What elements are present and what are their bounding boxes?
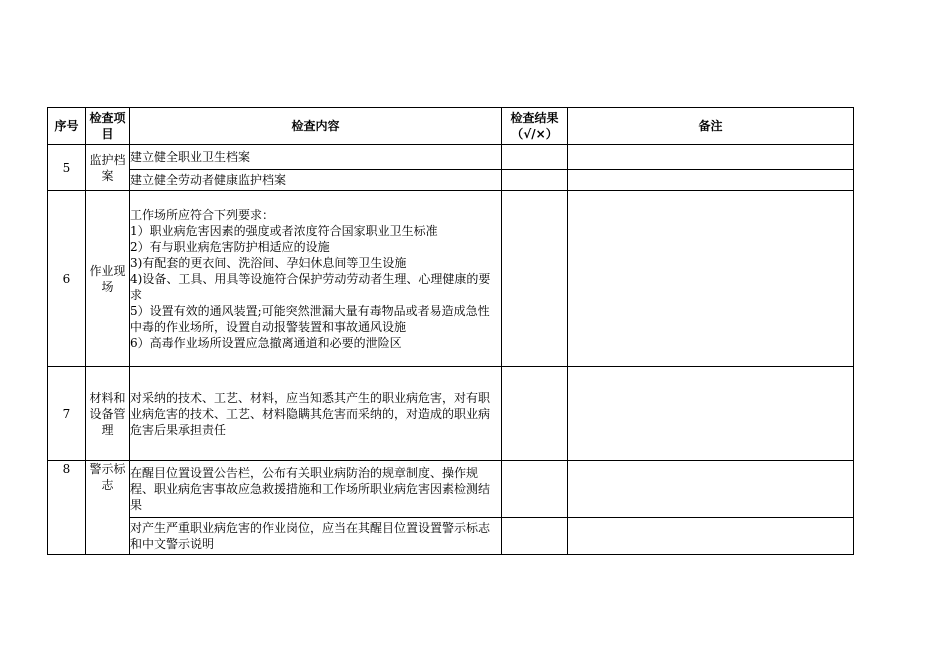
row-seq: 7 (48, 367, 86, 461)
row-item: 材料和设备管理 (86, 367, 130, 461)
header-content: 检查内容 (130, 108, 502, 145)
result-cell[interactable] (502, 367, 568, 461)
header-seq: 序号 (48, 108, 86, 145)
row-content: 对采纳的技术、工艺、材料，应当知悉其产生的职业病危害，对有职业病危害的技术、工艺、材料隐瞒其危害而采纳的，对造成的职业病危害后果承担责任 (130, 367, 502, 461)
row-seq: 8 (48, 461, 86, 555)
table-row (48, 145, 854, 170)
inspection-checklist-table (47, 107, 854, 555)
row-item: 作业现场 (86, 191, 130, 367)
remark-cell[interactable] (568, 191, 854, 367)
header-remark: 备注 (568, 108, 854, 145)
result-cell[interactable] (502, 145, 568, 170)
result-cell[interactable] (502, 191, 568, 367)
table-header-row (48, 108, 854, 145)
row-content: 工作场所应符合下列要求： 1）职业病危害因素的强度或者浓度符合国家职业卫生标准 2）有与职业病危害防护相适应的设施 3)有配套的更衣间、洗浴间、孕妇休息间等卫生设施 4)设备、工具、用具等设施符合保护劳动劳动者生理、心理健康的要求 5）设置有效的通风装置;可能突然泄漏大量有毒物品或者易造成急性中毒的作业场所，设置自动报警装置和事故通风设施 6）高毒作业场所设置应急撤离通道和必要的泄险区 (130, 191, 502, 367)
row-seq: 5 (48, 145, 86, 191)
header-item: 检查项目 (86, 108, 130, 145)
remark-cell[interactable] (568, 367, 854, 461)
table-row (48, 367, 854, 461)
remark-cell[interactable] (568, 170, 854, 191)
table-row (48, 461, 854, 518)
table-row (48, 518, 854, 555)
result-cell[interactable] (502, 461, 568, 518)
table-row (48, 191, 854, 367)
row-content: 在醒目位置设置公告栏，公布有关职业病防治的规章制度、操作规程、职业病危害事故应急救援措施和工作场所职业病危害因素检测结果 (130, 461, 502, 518)
row-seq: 6 (48, 191, 86, 367)
remark-cell[interactable] (568, 518, 854, 555)
table-row (48, 170, 854, 191)
header-result: 检查结果（√/×） (502, 108, 568, 145)
remark-cell[interactable] (568, 145, 854, 170)
row-item: 监护档案 (86, 145, 130, 191)
remark-cell[interactable] (568, 461, 854, 518)
row-item: 警示标志 (86, 461, 130, 555)
result-cell[interactable] (502, 518, 568, 555)
row-content: 对产生严重职业病危害的作业岗位，应当在其醒目位置设置警示标志和中文警示说明 (130, 518, 502, 555)
row-content: 建立健全劳动者健康监护档案 (130, 170, 502, 191)
result-cell[interactable] (502, 170, 568, 191)
row-content: 建立健全职业卫生档案 (130, 145, 502, 170)
